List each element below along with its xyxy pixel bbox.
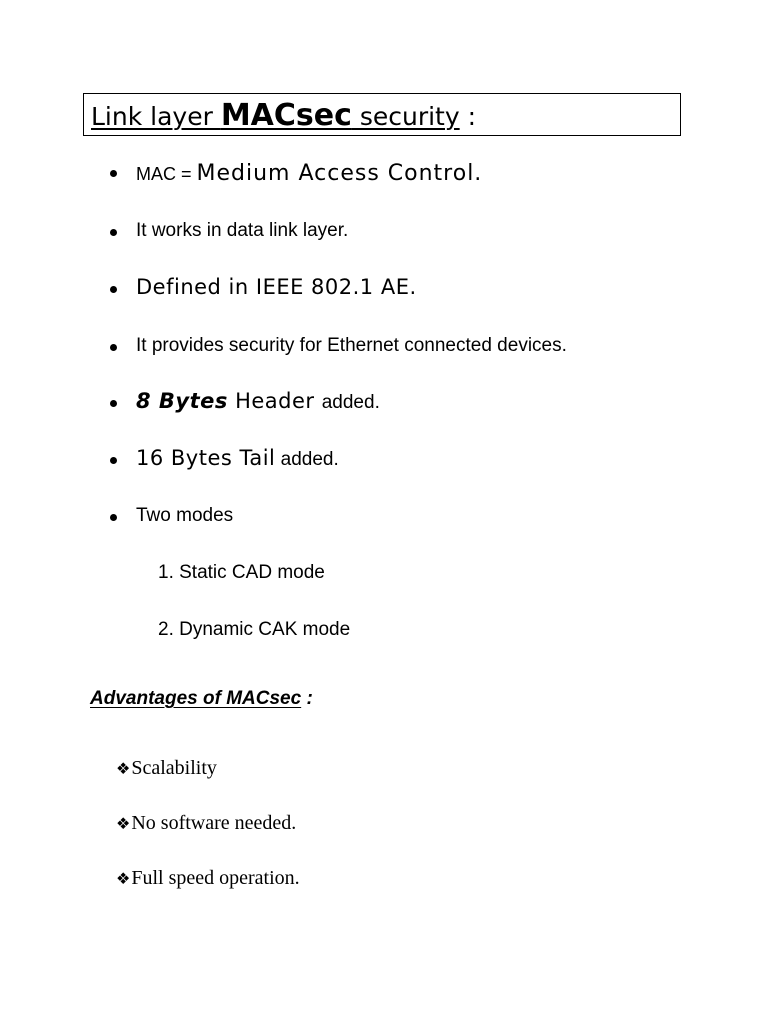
title-part-link-layer: Link layer <box>91 102 221 131</box>
title-colon: : <box>459 102 477 131</box>
diamond-bullet-icon: ❖ <box>116 814 131 833</box>
mode-item-static: 1. Static CAD mode <box>158 562 325 583</box>
title-part-macsec: MACsec <box>220 98 352 133</box>
mac-abbrev: MAC = <box>136 164 197 184</box>
bullet-dot-icon <box>110 286 117 293</box>
advantages-heading-colon: : <box>301 688 313 709</box>
diamond-bullet-icon: ❖ <box>116 869 131 888</box>
bullet-dot-icon <box>110 170 117 177</box>
title-box <box>83 93 681 136</box>
header-label: Header <box>227 389 322 413</box>
tail-size: 16 Bytes Tail <box>136 446 276 470</box>
tail-added: added. <box>275 449 339 470</box>
list-item-text: Defined in IEEE 802.1 AE. <box>136 275 417 299</box>
advantage-text: Scalability <box>131 757 217 779</box>
advantage-text: Full speed operation. <box>131 867 300 889</box>
list-item-text: It provides security for Ethernet connected devices. <box>136 335 567 356</box>
list-item-text: It works in data link layer. <box>136 220 349 241</box>
mode-item-dynamic: 2. Dynamic CAK mode <box>158 619 351 640</box>
advantages-heading-text: Advantages of MACsec <box>90 688 302 709</box>
list-item-text: Two modes <box>136 505 234 526</box>
header-added: added. <box>321 392 380 413</box>
header-size: 8 Bytes <box>136 389 228 413</box>
bullet-dot-icon <box>110 229 117 236</box>
advantages-heading <box>90 688 313 710</box>
bullet-dot-icon <box>110 514 117 521</box>
advantage-text: No software needed. <box>131 812 297 834</box>
list-item <box>116 812 296 835</box>
bullet-dot-icon <box>110 400 117 407</box>
bullet-dot-icon <box>110 344 117 351</box>
bullet-dot-icon <box>110 457 117 464</box>
diamond-bullet-icon: ❖ <box>116 759 131 778</box>
list-item <box>116 757 217 780</box>
mac-expansion: Medium Access Control. <box>196 161 483 186</box>
page-title <box>91 98 476 133</box>
list-item <box>116 867 300 890</box>
title-part-security: security <box>351 102 460 131</box>
